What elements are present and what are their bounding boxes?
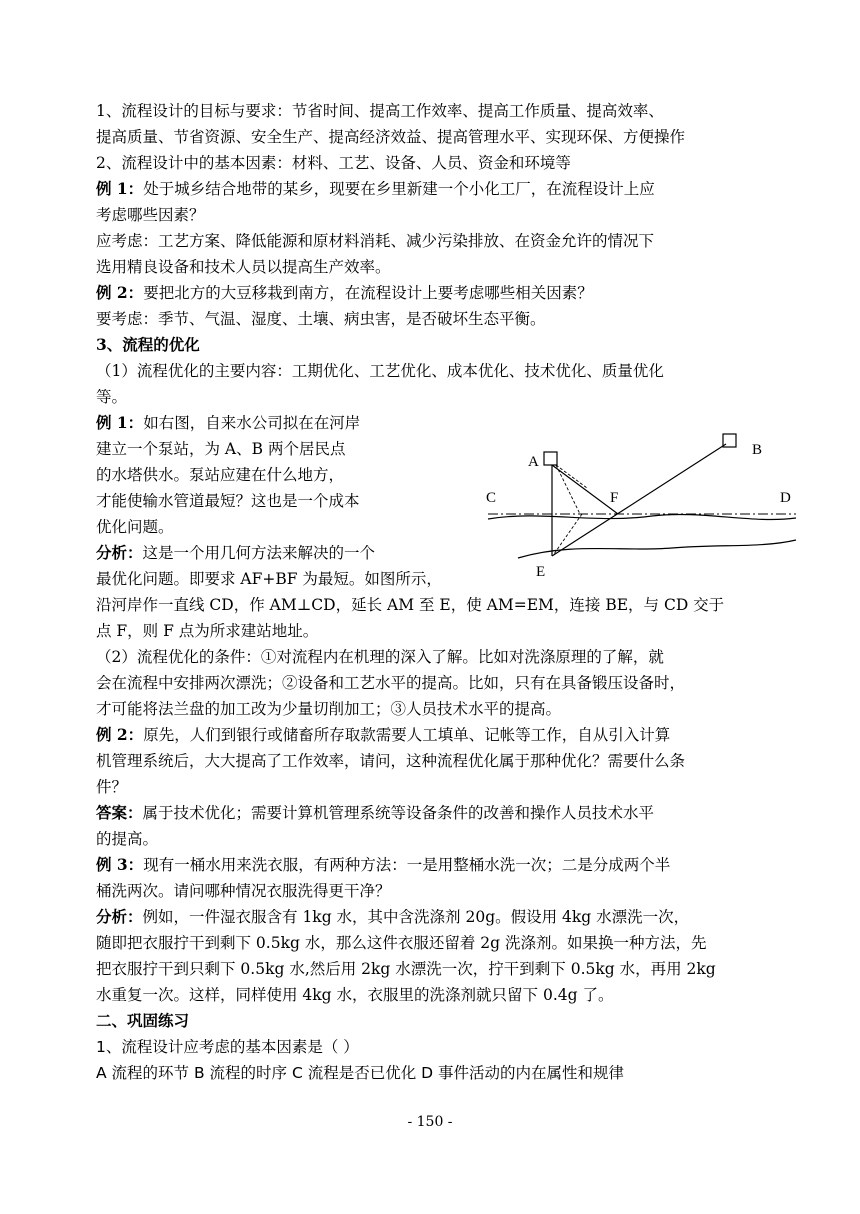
dashed-line-1 (556, 465, 580, 514)
river-bank-upper (488, 514, 796, 519)
dashed-line-2 (556, 465, 587, 488)
line-text: A 流程的环节 B 流程的时序 C 流程是否已优化 D 事件活动的内在属性和规律 (96, 1064, 624, 1082)
line-text: 1、流程设计应考虑的基本因素是（ ） (96, 1038, 359, 1056)
text-line (96, 620, 318, 642)
text-line (96, 152, 571, 174)
line-text: 桶洗两次。请问哪种情况衣服洗得更干净？ (96, 882, 391, 900)
bold-lead: 例 3： (96, 855, 144, 874)
line-text: 建立一个泵站，为 A、B 两个居民点 (96, 440, 346, 458)
line-text: 要把北方的大豆移栽到南方，在流程设计上要考虑哪些相关因素？ (143, 284, 593, 302)
line-text: 才能使输水管道最短？这也是一个成本 (96, 492, 360, 510)
bold-lead: 分析： (96, 543, 143, 562)
line-text: 等。 (96, 388, 128, 406)
line-text: 提高质量、节省资源、安全生产、提高经济效益、提高管理水平、实现环保、方便操作 (96, 128, 686, 146)
text-line (96, 828, 158, 850)
text-line (96, 776, 127, 798)
label-c: C (486, 490, 497, 506)
line-be (552, 444, 726, 556)
text-line (96, 724, 670, 746)
text-line (96, 568, 442, 590)
text-line (96, 984, 613, 1006)
line-text: 会在流程中安排两次漂洗；②设备和工艺水平的提高。比如，只有在具备锻压设备时， (96, 674, 686, 692)
text-line (96, 750, 685, 772)
text-line (96, 334, 200, 356)
line-text: 属于技术优化；需要计算机管理系统等设备条件的改善和操作人员技术水平 (142, 804, 655, 822)
text-line (96, 360, 664, 382)
line-text: 的提高。 (96, 830, 159, 848)
line-text: 点 F，则 F 点为所求建站地址。 (96, 622, 319, 640)
text-line (96, 594, 724, 616)
bold-lead: 例 1： (96, 179, 144, 198)
bold-lead: 例 2： (96, 283, 144, 302)
text-line (96, 646, 664, 668)
dashed-line-3 (554, 514, 582, 554)
line-text: 的水塔供水。泵站应建在什么地方， (96, 466, 345, 484)
line-text: （2）流程优化的条件：①对流程内在机理的深入了解。比如对洗涤原理的了解，就 (96, 648, 664, 666)
line-text: 考虑哪些因素？ (96, 206, 205, 224)
text-line (96, 1036, 359, 1058)
text-line (96, 932, 706, 954)
label-b: B (752, 442, 763, 458)
text-line (96, 906, 689, 928)
text-line (96, 438, 345, 460)
text-line (96, 542, 375, 564)
line-text: 例如，一件湿衣服含有 1kg 水，其中含洗涤剂 20g。假设用 4kg 水漂洗一次， (142, 908, 690, 926)
text-line (96, 386, 127, 408)
label-d: D (780, 490, 791, 506)
text-line (96, 854, 670, 876)
bold-lead: 二、巩固练习 (96, 1011, 190, 1030)
line-text: 机管理系统后，大大提高了工作效率，请问，这种流程优化属于那种优化？需要什么条 (96, 752, 686, 770)
river-pump-station-diagram (482, 424, 802, 584)
label-e: E (536, 564, 546, 580)
text-line (96, 1010, 189, 1032)
text-line (96, 802, 654, 824)
line-text: 才可能将法兰盘的加工改为少量切削加工；③人员技术水平的提高。 (96, 700, 562, 718)
line-text: 要考虑：季节、气温、湿度、土壤、病虫害，是否破坏生态平衡。 (96, 310, 546, 328)
line-text: 把衣服拧干到只剩下 0.5kg 水,然后用 2kg 水漂洗一次，拧干到剩下 0.5kg 水，再用 2kg (96, 960, 716, 978)
line-af (552, 465, 618, 514)
line-text: 如右图，自来水公司拟在在河岸 (143, 414, 361, 432)
line-text: 优化问题。 (96, 518, 174, 536)
text-line (96, 126, 685, 148)
line-text: 这是一个用几何方法来解决的一个 (142, 544, 376, 562)
line-text: 1、流程设计的目标与要求：节省时间、提高工作效率、提高工作质量、提高效率、 (96, 102, 664, 120)
text-line (96, 464, 344, 486)
bold-lead: 分析： (96, 907, 143, 926)
house-a-icon (544, 452, 557, 465)
line-text: 随即把衣服拧干到剩下 0.5kg 水，那么这件衣服还留着 2g 洗涤剂。如果换一种方法，先 (96, 934, 707, 952)
label-a: A (528, 454, 539, 470)
text-line (96, 308, 546, 330)
line-text: 现有一桶水用来洗衣服，有两种方法：一是用整桶水洗一次；二是分成两个半 (143, 856, 671, 874)
line-text: 处于城乡结合地带的某乡，现要在乡里新建一个小化工厂，在流程设计上应 (143, 180, 655, 198)
text-line (96, 516, 174, 538)
text-line (96, 282, 593, 304)
text-line (96, 1062, 624, 1084)
text-line (96, 100, 664, 122)
text-line (96, 178, 655, 200)
line-text: 选用精良设备和技术人员以提高生产效率。 (96, 258, 391, 276)
line-text: 最优化问题。即要求 AF+BF 为最短。如图所示， (96, 570, 442, 588)
bold-lead: 例 2： (96, 725, 144, 744)
page-number: - 150 - (407, 1114, 453, 1130)
text-line (96, 204, 205, 226)
line-text: 原先，人们到银行或储畜所存取款需要人工填单、记帐等工作，自从引入计算 (143, 726, 671, 744)
text-line (96, 880, 391, 902)
text-line (96, 672, 685, 694)
text-line (96, 490, 360, 512)
line-text: 应考虑：工艺方案、降低能源和原材料消耗、减少污染排放、在资金允许的情况下 (96, 232, 655, 250)
bold-lead: 例 1： (96, 413, 144, 432)
text-line (96, 698, 561, 720)
bold-lead: 3、流程的优化 (96, 335, 200, 354)
text-line (96, 230, 654, 252)
line-text: （1）流程优化的主要内容：工期优化、工艺优化、成本优化、技术优化、质量优化 (96, 362, 664, 380)
label-f: F (610, 490, 619, 506)
bold-lead: 答案： (96, 803, 143, 822)
line-text: 沿河岸作一直线 CD，作 AM⊥CD，延长 AM 至 E，使 AM=EM，连接 BE，与 CD 交于 (96, 596, 725, 614)
text-line (96, 412, 360, 434)
line-text: 件？ (96, 778, 128, 796)
line-text: 水重复一次。这样，同样使用 4kg 水，衣服里的洗涤剂就只留下 0.4g 了。 (96, 986, 614, 1004)
text-line (96, 958, 716, 980)
river-bank-lower (518, 540, 796, 558)
line-text: 2、流程设计中的基本因素：材料、工艺、设备、人员、资金和环境等 (96, 154, 571, 172)
text-line (96, 256, 391, 278)
